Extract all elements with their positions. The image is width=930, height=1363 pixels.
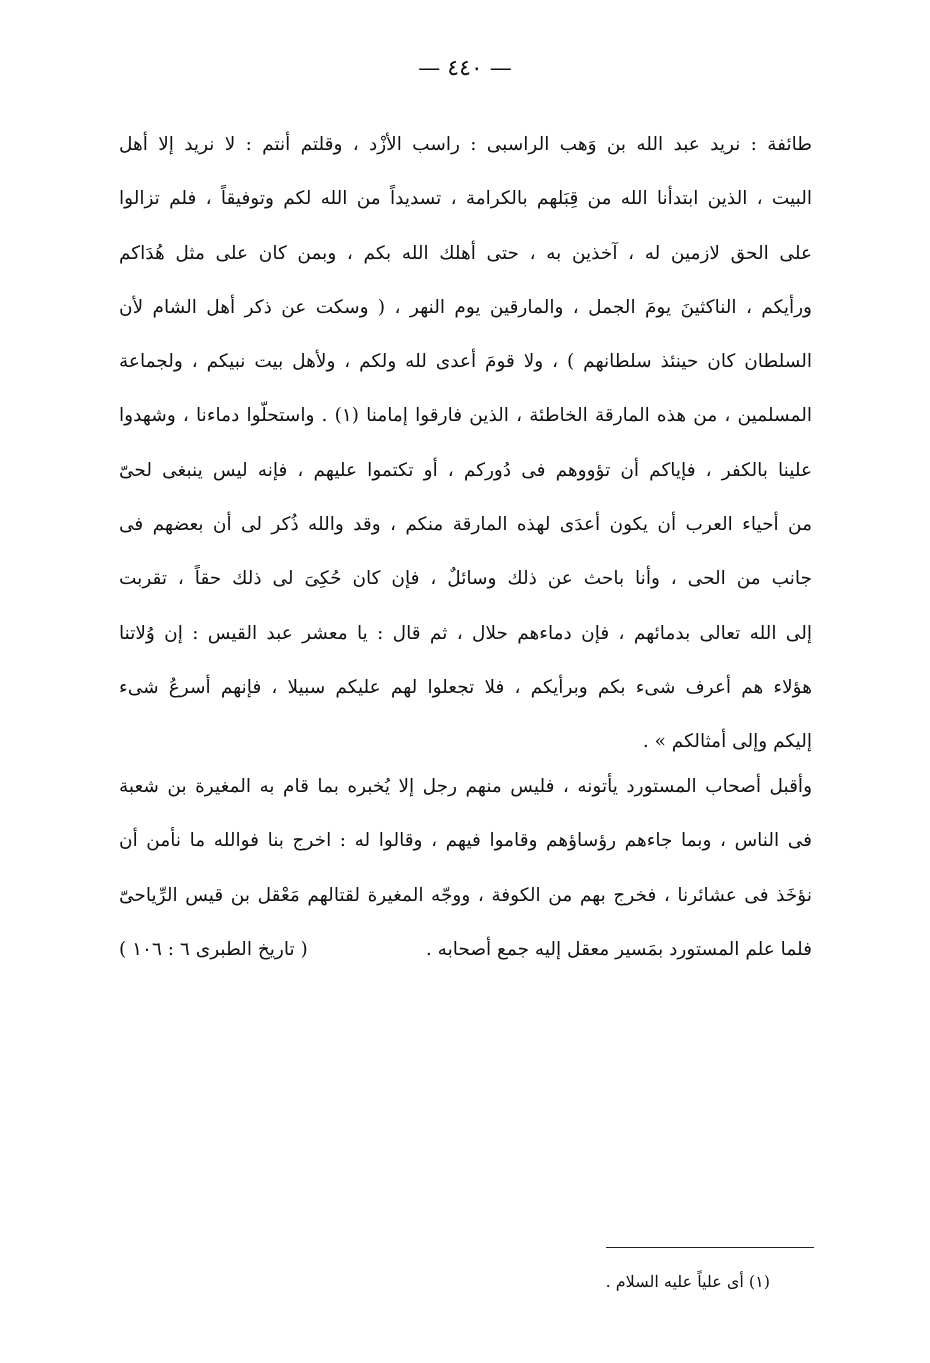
text-line: طائفة : نريد عبد الله بن وَهب الراسبى : راسب الأزْد ، وقلتم أنتم : لا نريد إلا أهل [119, 134, 812, 155]
page-number: — ٤٤٠ — [418, 56, 512, 81]
citation: ( تاريخ الطبرى ٦ : ١٠٦ ) [119, 938, 308, 960]
text-line: السلطان كان حينئذ سلطانهم ) ، ولا قومَ أعدى لله ولكم ، ولأهل بيت نبيكم ، ولجماعة [119, 351, 812, 373]
text-line: على الحق لازمين له ، آخذين به ، حتى أهلك الله بكم ، وبمن كان على مثل هُدَاكم [119, 242, 812, 264]
text-line: فلما علم المستورد بمَسير معقل إليه جمع أصحابه . [425, 938, 812, 960]
text-line: فى الناس ، وبما جاءهم رؤساؤهم وقاموا فيهم ، وقالوا له : اخرج بنا فوالله ما نأمن أن [119, 830, 812, 852]
text-line: من أحياء العرب أن يكون أعدَى لهذه المارقة منكم ، وقد والله ذُكر لى أن بعضهم فى [119, 514, 812, 536]
text-line: المسلمين ، من هذه المارقة الخاطئة ، الذين فارقوا إمامنا (١) . واستحلّوا دماءنا ، وشهدوا [119, 405, 812, 427]
second-paragraph [119, 772, 812, 989]
footnote-divider [606, 1247, 814, 1248]
main-paragraph [119, 130, 812, 782]
footnote: (١) أى علياً عليه السلام . [605, 1272, 770, 1291]
text-line: علينا بالكفر ، فإياكم أن تؤووهم فى دُوركم ، أو تكتموا عليهم ، فإنه ليس ينبغى لحىّ [119, 459, 812, 481]
text-line-with-citation [119, 935, 812, 989]
text-line: ورأيكم ، الناكثينَ يومَ الجمل ، والمارقين يوم النهر ، ( وسكت عن ذكر أهل الشام لأن [119, 296, 812, 318]
text-line: جانب من الحى ، وأنا باحث عن ذلك وسائلٌ ، فإن كان حُكِىَ لى ذلك حقاً ، تقربت [119, 568, 812, 590]
text-line: البيت ، الذين ابتدأنا الله من قِبَلهم بالكرامة ، تسديداً من الله لكم وتوفيقاً ، فلم تزالوا [119, 188, 812, 210]
text-line: نؤخَذ فى عشائرنا ، فخرج بهم من الكوفة ، ووجّه المغيرة لقتالهم مَعْقل بن قيس الرِّياحىّ [119, 884, 812, 906]
text-line: وأقبل أصحاب المستورد يأتونه ، فليس منهم رجل إلا يُخبره بما قام به المغيرة بن شعبة [119, 776, 812, 797]
text-line: هؤلاء هم أعرف شىء بكم وبرأيكم ، فلا تجعلوا لهم عليكم سبيلا ، فإنهم أسرعُ شىء [119, 676, 812, 698]
text-line: إلى الله تعالى بدمائهم ، فإن دماءهم حلال ، ثم قال : يا معشر عبد القيس : إن وُلاتنا [119, 622, 812, 644]
text-line: إليكم وإلى أمثالكم » . [642, 731, 812, 753]
